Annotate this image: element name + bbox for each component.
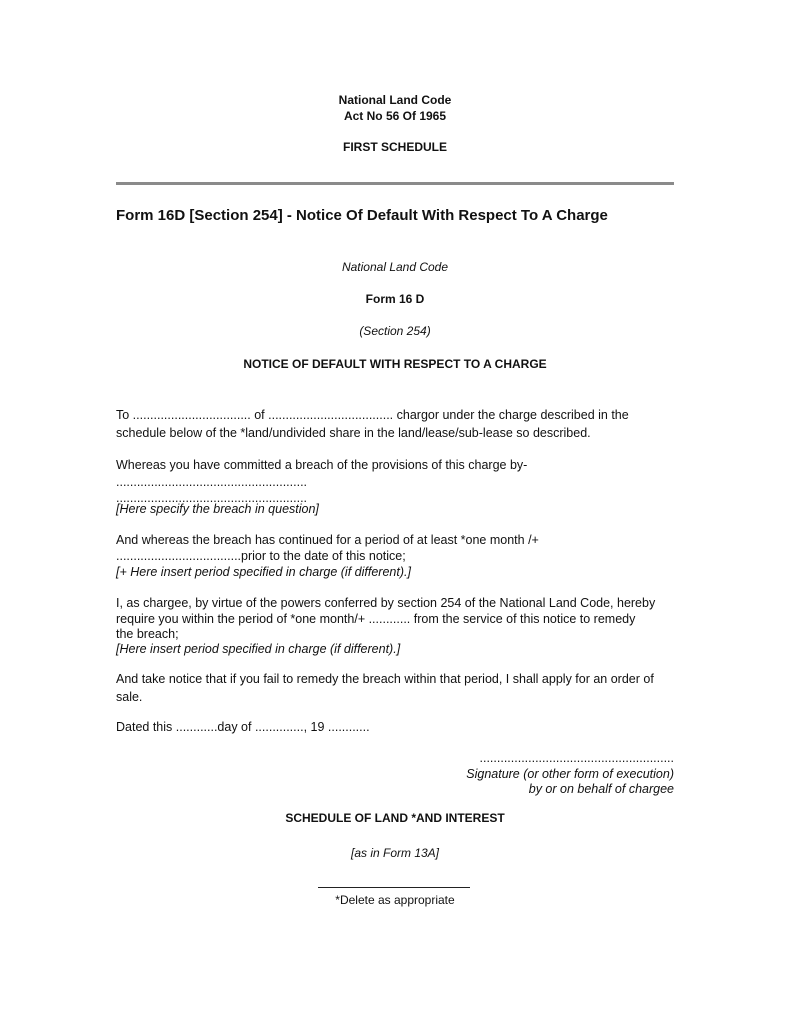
footnote-divider <box>318 887 470 888</box>
signature-dots: ........................................................ <box>479 751 674 765</box>
subheader-form: Form 16 D <box>365 292 425 306</box>
paragraph-4-line-3: the breach; <box>116 627 179 641</box>
dated-line: Dated this ............day of .............., 19 ............ <box>116 720 370 734</box>
paragraph-5-line-1: And take notice that if you fail to remedy the breach within that period, I shall apply for an order of <box>116 672 654 686</box>
form-title: Form 16D [Section 254] - Notice Of Default With Respect To A Charge <box>116 207 608 224</box>
paragraph-2-dots-1: ....................................................... <box>116 475 308 489</box>
paragraph-4-line-1: I, as chargee, by virtue of the powers conferred by section 254 of the National Land Code, hereby <box>116 596 656 610</box>
signature-sublabel: by or on behalf of chargee <box>528 782 674 796</box>
horizontal-rule <box>116 182 674 185</box>
paragraph-1-line-2: schedule below of the *land/undivided share in the land/lease/sub-lease so described. <box>116 426 591 440</box>
paragraph-3-note: [+ Here insert period specified in charge (if different).] <box>116 565 411 579</box>
subheader-code: National Land Code <box>341 260 449 274</box>
signature-label: Signature (or other form of execution) <box>466 767 674 781</box>
paragraph-3-line-1: And whereas the breach has continued for a period of at least *one month /+ <box>116 533 539 547</box>
footnote: *Delete as appropriate <box>335 893 455 907</box>
paragraph-3-line-2: ....................................prior to the date of this notice; <box>116 549 406 563</box>
paragraph-5-line-2: sale. <box>116 690 143 704</box>
schedule-of-land-title: SCHEDULE OF LAND *AND INTEREST <box>285 811 505 825</box>
subheader-section: (Section 254) <box>359 324 431 338</box>
header-line-2: Act No 56 Of 1965 <box>343 109 447 123</box>
schedule-heading: FIRST SCHEDULE <box>342 140 447 154</box>
paragraph-2-note: [Here specify the breach in question] <box>116 502 319 516</box>
paragraph-2-line-1: Whereas you have committed a breach of the provisions of this charge by- <box>116 458 528 472</box>
schedule-of-land-note: [as in Form 13A] <box>350 846 440 860</box>
header-line-1: National Land Code <box>338 93 452 107</box>
paragraph-4-note: [Here insert period specified in charge (if different).] <box>116 642 401 656</box>
notice-title: NOTICE OF DEFAULT WITH RESPECT TO A CHARGE <box>243 357 547 371</box>
paragraph-2-dots-2: ....................................................... <box>116 491 308 505</box>
paragraph-1-line-1: To .................................. of .................................... chargor under the charge described in the <box>116 408 629 422</box>
paragraph-4-line-2: require you within the period of *one month/+ ............ from the service of this notice to remedy <box>116 612 636 626</box>
